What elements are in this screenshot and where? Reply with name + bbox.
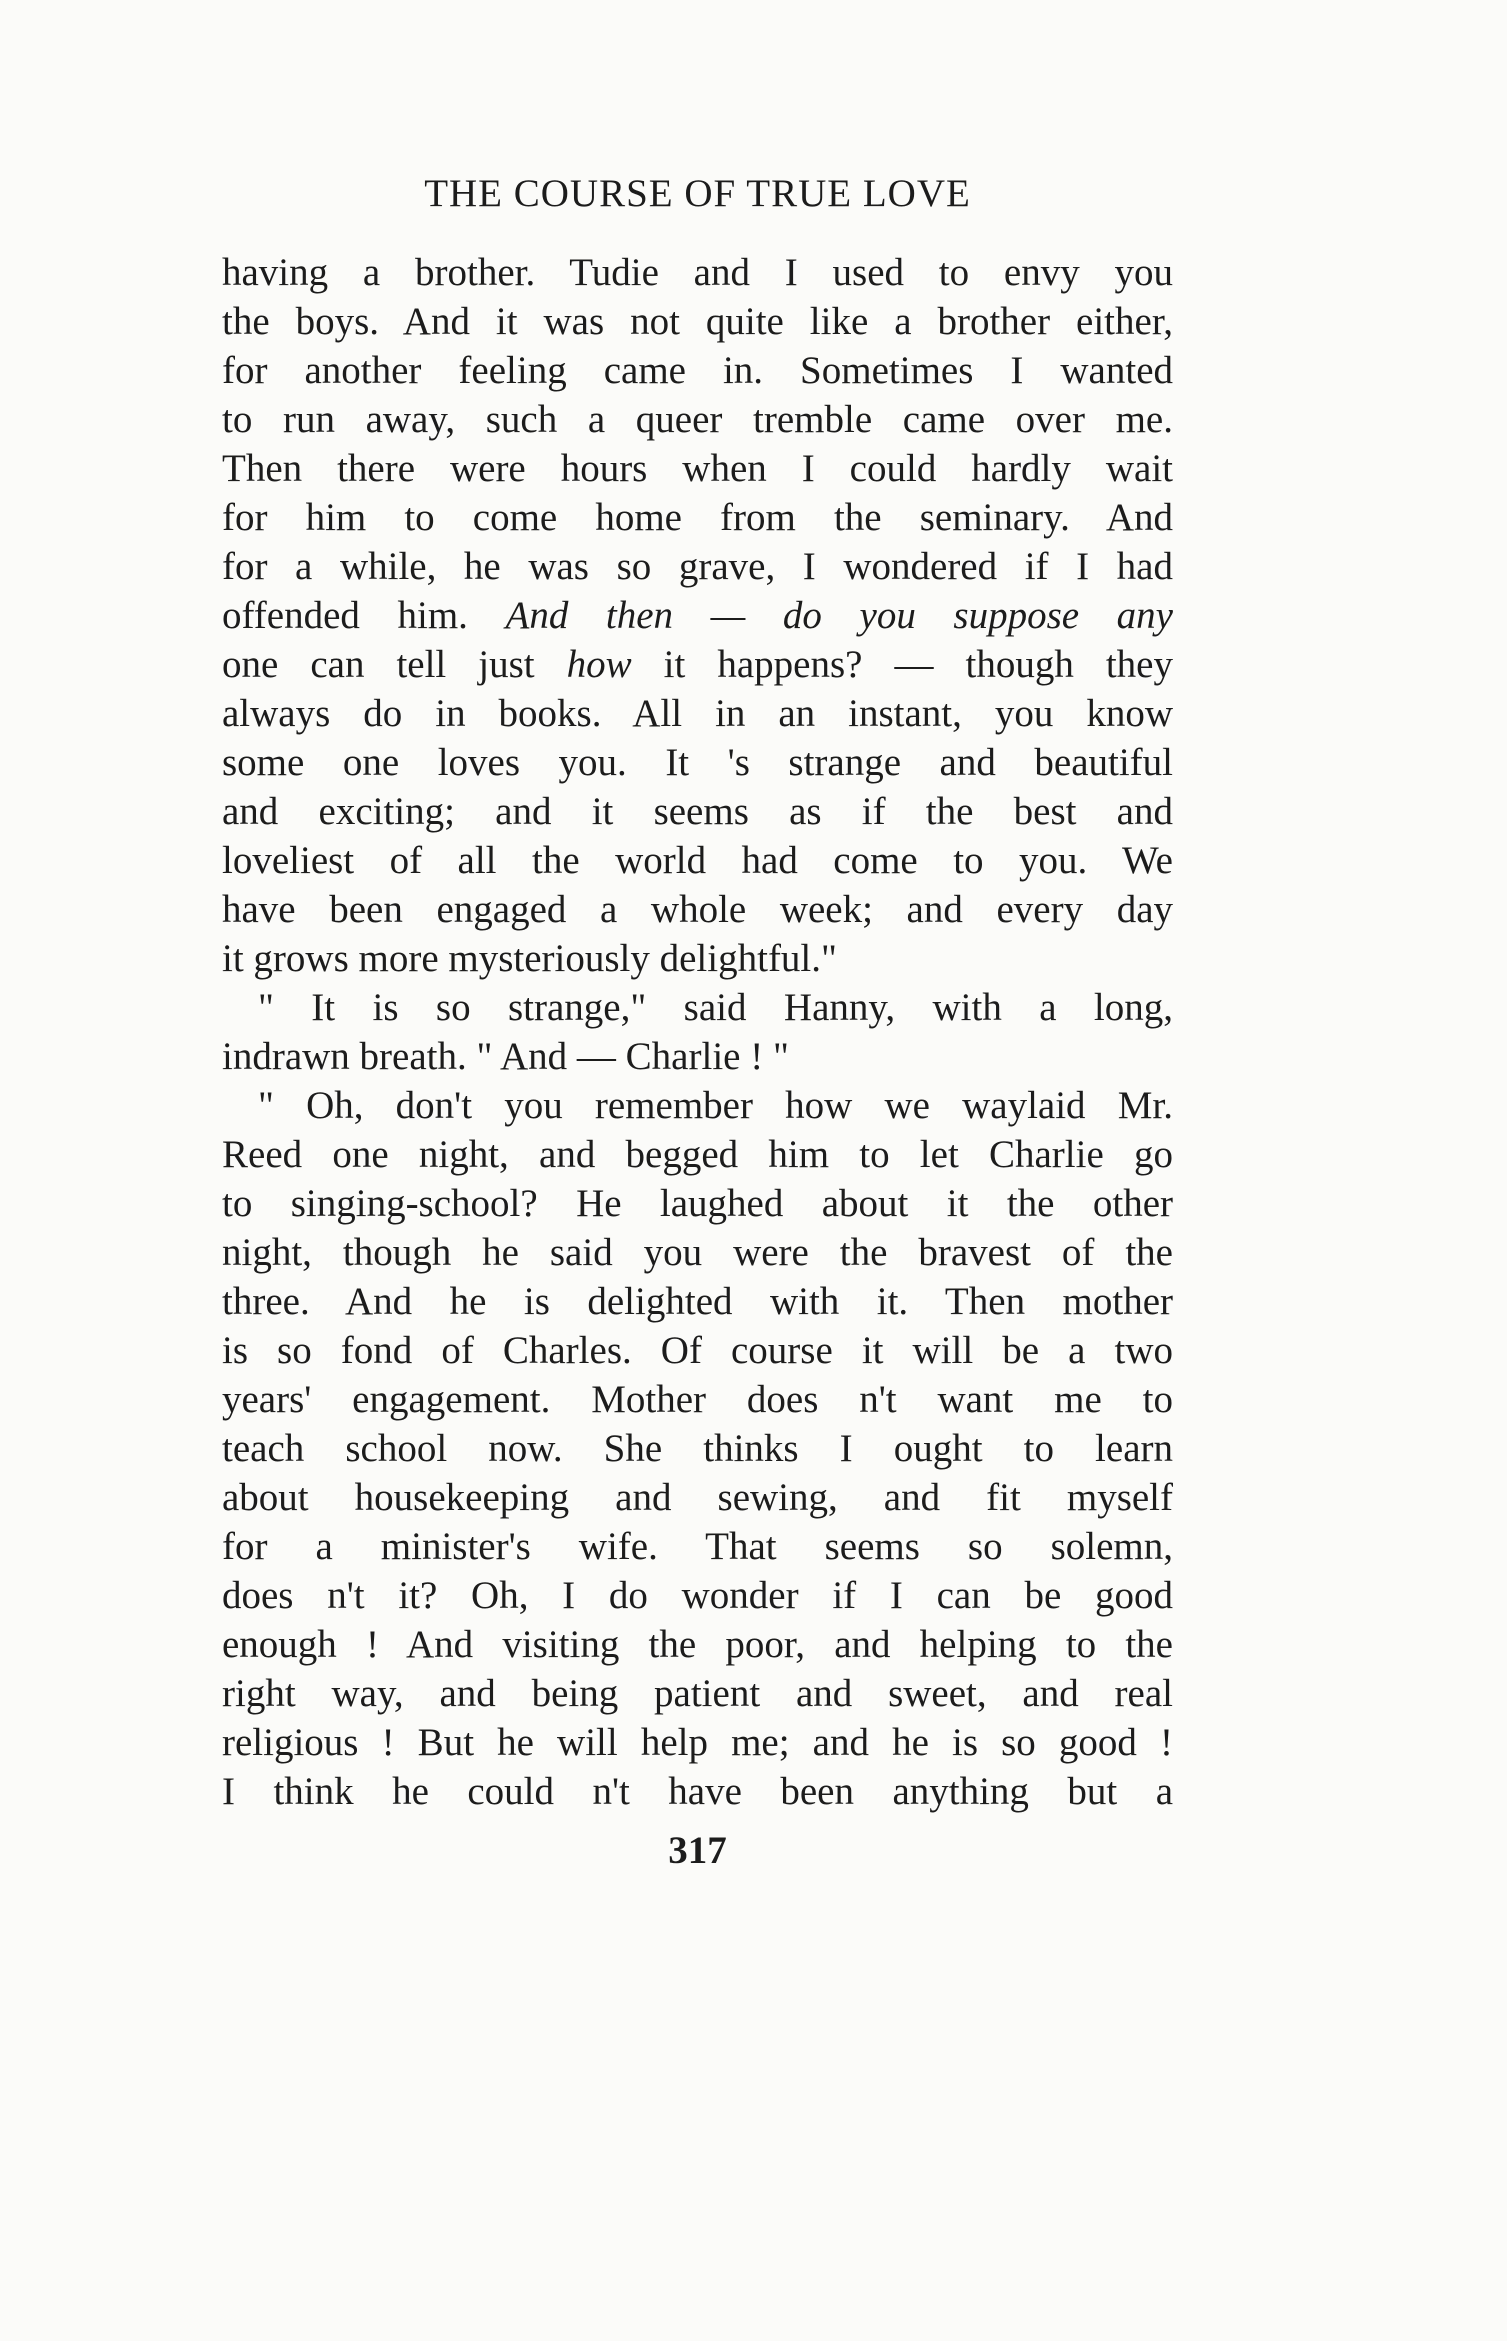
text-line: have been engaged a whole week; and every day <box>222 888 1173 931</box>
body-text <box>222 248 1173 1816</box>
text-line: for a while, he was so grave, I wondered if I had <box>222 545 1173 588</box>
text-line-italic-mixed <box>222 640 1173 689</box>
text-fragment: it happens? — though they <box>631 643 1173 686</box>
text-line: I think he could n't have been anything but a <box>222 1770 1173 1813</box>
text-line: for another feeling came in. Sometimes I wanted <box>222 349 1173 392</box>
text-line: right way, and being patient and sweet, and real <box>222 1672 1173 1715</box>
text-line: Then there were hours when I could hardly wait <box>222 447 1173 490</box>
text-line: always do in books. All in an instant, you know <box>222 692 1173 735</box>
text-line: years' engagement. Mother does n't want me to <box>222 1378 1173 1421</box>
italic-fragment: And then — do you suppose any <box>505 594 1173 637</box>
text-line: teach school now. She thinks I ought to learn <box>222 1427 1173 1470</box>
text-fragment: one can tell just <box>222 643 567 686</box>
italic-fragment: how <box>566 643 632 686</box>
text-line: Reed one night, and begged him to let Charlie go <box>222 1133 1173 1176</box>
text-fragment: offended him. <box>222 594 506 637</box>
text-line: is so fond of Charles. Of course it will be a two <box>222 1329 1173 1372</box>
page-number: 317 <box>668 1829 727 1872</box>
text-line: about housekeeping and sewing, and fit myself <box>222 1476 1173 1519</box>
text-line: enough ! And visiting the poor, and helping to the <box>222 1623 1173 1666</box>
text-line: to singing-school? He laughed about it the other <box>222 1182 1173 1225</box>
text-line: the boys. And it was not quite like a brother either, <box>222 300 1173 343</box>
text-line-italic-mixed <box>222 591 1173 640</box>
running-head: THE COURSE OF TRUE LOVE <box>424 172 971 215</box>
text-line: loveliest of all the world had come to you. We <box>222 839 1173 882</box>
text-line: for him to come home from the seminary. And <box>222 496 1173 539</box>
text-line: three. And he is delighted with it. Then mother <box>222 1280 1173 1323</box>
text-line: having a brother. Tudie and I used to envy you <box>222 251 1173 294</box>
text-line: does n't it? Oh, I do wonder if I can be good <box>222 1574 1173 1617</box>
text-line: indrawn breath. " And — Charlie ! " <box>222 1035 789 1078</box>
text-line: it grows more mysteriously delightful." <box>222 937 837 980</box>
text-line: to run away, such a queer tremble came over me. <box>222 398 1173 441</box>
text-line: " It is so strange," said Hanny, with a long, <box>258 986 1173 1029</box>
text-line: religious ! But he will help me; and he is so good ! <box>222 1721 1173 1764</box>
text-line: night, though he said you were the bravest of the <box>222 1231 1173 1274</box>
text-line: and exciting; and it seems as if the best and <box>222 790 1173 833</box>
text-line: some one loves you. It 's strange and beautiful <box>222 741 1173 784</box>
text-line: " Oh, don't you remember how we waylaid Mr. <box>258 1084 1173 1127</box>
text-line: for a minister's wife. That seems so solemn, <box>222 1525 1173 1568</box>
